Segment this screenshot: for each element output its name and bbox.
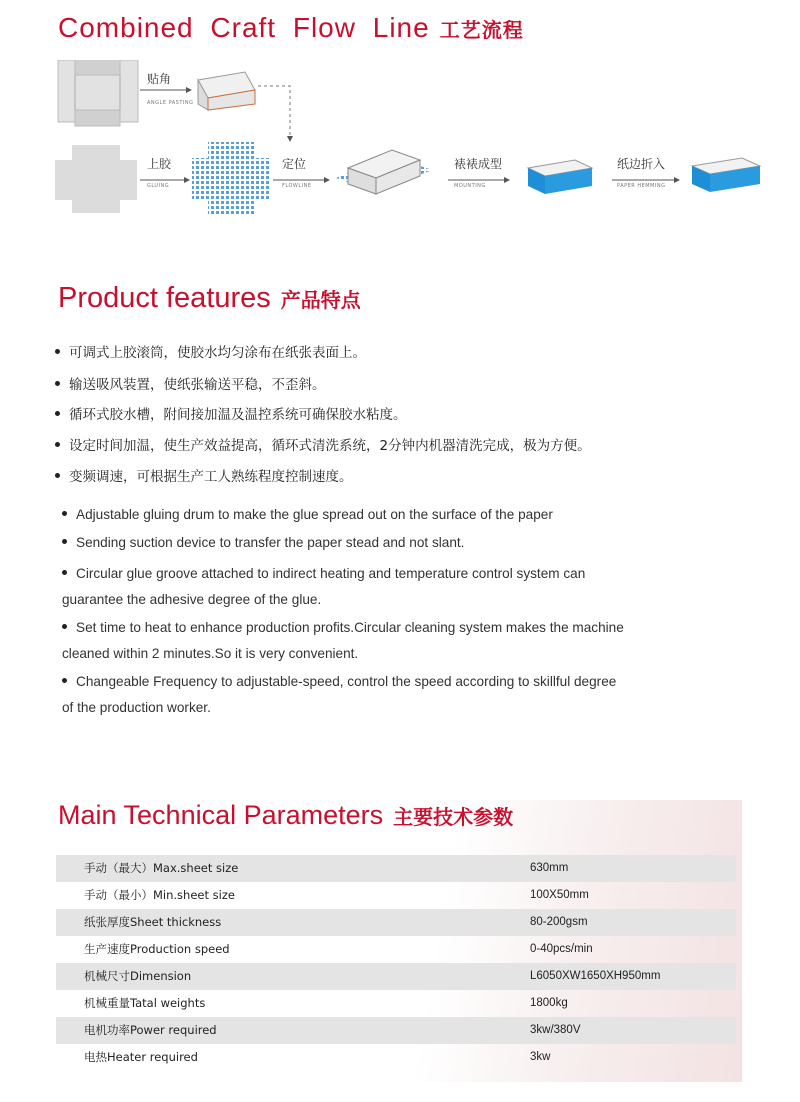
flow-title-cn: 工艺流程 — [439, 18, 524, 42]
param-key: 纸张厚度Sheet thickness — [84, 915, 222, 929]
param-key: 电热Heater required — [84, 1050, 198, 1064]
table-row — [56, 855, 736, 882]
param-value: L6050XW1650XH950mm — [530, 970, 661, 982]
params-table — [56, 855, 736, 1071]
angle-pasted-tray — [198, 72, 255, 110]
feature-en-line1: Changeable Frequency to adjustable-speed, control the speed according to skillful degree — [76, 674, 617, 689]
feature-cn-text: 循环式胶水槽，附间接加温及温控系统可确保胶水粘度。 — [69, 407, 407, 423]
bullet-icon — [55, 411, 60, 416]
glued-blank — [192, 142, 270, 214]
feature-en-line1: Sending suction device to transfer the paper stead and not slant. — [76, 535, 465, 550]
gluing-blank — [55, 145, 137, 213]
step-sub-gluing: GLUING — [147, 183, 170, 189]
flow-title-en: Combined Craft Flow Line — [58, 12, 430, 43]
angle-pasting-blank — [58, 60, 138, 126]
features-title-en: Product features — [58, 282, 271, 314]
param-value: 630mm — [530, 862, 569, 874]
param-value: 3kw — [530, 1051, 551, 1063]
step-label-hemming: 纸边折入 — [617, 157, 666, 171]
feature-cn-text: 输送吸风装置，使纸张输送平稳，不歪斜。 — [69, 377, 326, 393]
feature-en-line2: cleaned within 2 minutes.So it is very convenient. — [62, 646, 359, 661]
features-title-cn: 产品特点 — [280, 288, 361, 312]
list-item — [62, 561, 762, 613]
table-row — [56, 963, 736, 990]
params-title — [58, 800, 513, 831]
bullet-icon — [62, 511, 67, 516]
feature-en-line1: Circular glue groove attached to indirect heating and temperature control system can — [76, 566, 586, 581]
param-value: 100X50mm — [530, 889, 589, 901]
step-sub-mounting: MOUNTING — [454, 183, 486, 189]
step-sub-flowline: FLOWLINE — [282, 183, 312, 189]
list-item — [55, 403, 407, 423]
positioning-tray — [336, 150, 432, 194]
list-item — [62, 502, 762, 528]
param-value: 1800kg — [530, 997, 568, 1009]
flow-title — [58, 12, 524, 44]
bullet-icon — [62, 678, 67, 683]
list-item — [55, 341, 366, 361]
list-item — [55, 465, 353, 485]
mounted-box — [528, 160, 592, 194]
list-item — [62, 615, 762, 667]
step-label-angle-pasting: 贴角 — [147, 72, 172, 86]
feature-cn-text: 变频调速，可根据生产工人熟练程度控制速度。 — [69, 469, 353, 485]
param-value: 3kw/380V — [530, 1024, 581, 1036]
step-sub-hemming: PAPER HEMMING — [617, 183, 666, 189]
param-key: 机械重量Tatal weights — [84, 996, 206, 1010]
list-item — [62, 669, 762, 721]
bullet-icon — [62, 624, 67, 629]
bullet-icon — [55, 349, 60, 354]
hemmed-box — [692, 158, 760, 192]
features-title — [58, 282, 361, 315]
feature-cn-text: 可调式上胶滚筒，使胶水均匀涂布在纸张表面上。 — [69, 345, 366, 361]
step-label-gluing: 上胶 — [147, 157, 172, 171]
step-label-mounting: 裱裱成型 — [454, 157, 503, 171]
table-row — [56, 909, 736, 936]
flow-diagram — [0, 60, 800, 220]
step-label-flowline: 定位 — [282, 157, 307, 171]
table-row — [56, 990, 736, 1017]
bullet-icon — [55, 473, 60, 478]
feature-en-line1: Adjustable gluing drum to make the glue spread out on the surface of the paper — [76, 507, 553, 522]
bullet-icon — [62, 570, 67, 575]
feature-cn-text: 设定时间加温，使生产效益提高，循环式清洗系统，2分钟内机器清洗完成，极为方便。 — [69, 438, 591, 454]
bullet-icon — [62, 539, 67, 544]
feature-en-line2: guarantee the adhesive degree of the glue. — [62, 592, 322, 607]
param-key: 生产速度Production speed — [84, 942, 230, 956]
flow-illustration — [0, 60, 800, 220]
feature-en-line1: Set time to heat to enhance production profits.Circular cleaning system makes the machine — [76, 620, 624, 635]
feature-en-line2: of the production worker. — [62, 700, 211, 715]
params-title-cn: 主要技术参数 — [393, 805, 514, 829]
param-key: 手动（最大）Max.sheet size — [84, 861, 239, 875]
param-key: 电机功率Power required — [84, 1023, 217, 1037]
param-value: 80-200gsm — [530, 916, 588, 928]
params-title-en: Main Technical Parameters — [58, 800, 384, 830]
param-key: 机械尺寸Dimension — [84, 969, 192, 983]
param-key: 手动（最小）Min.sheet size — [84, 888, 235, 902]
param-value: 0-40pcs/min — [530, 943, 593, 955]
list-item — [55, 434, 591, 454]
list-item — [62, 530, 762, 556]
table-row — [56, 882, 736, 909]
table-row — [56, 1044, 736, 1071]
bullet-icon — [55, 442, 60, 447]
table-row — [56, 936, 736, 963]
step-sub-angle-pasting: ANGLE PASTING — [147, 100, 194, 106]
list-item — [55, 373, 326, 393]
table-row — [56, 1017, 736, 1044]
bullet-icon — [55, 381, 60, 386]
